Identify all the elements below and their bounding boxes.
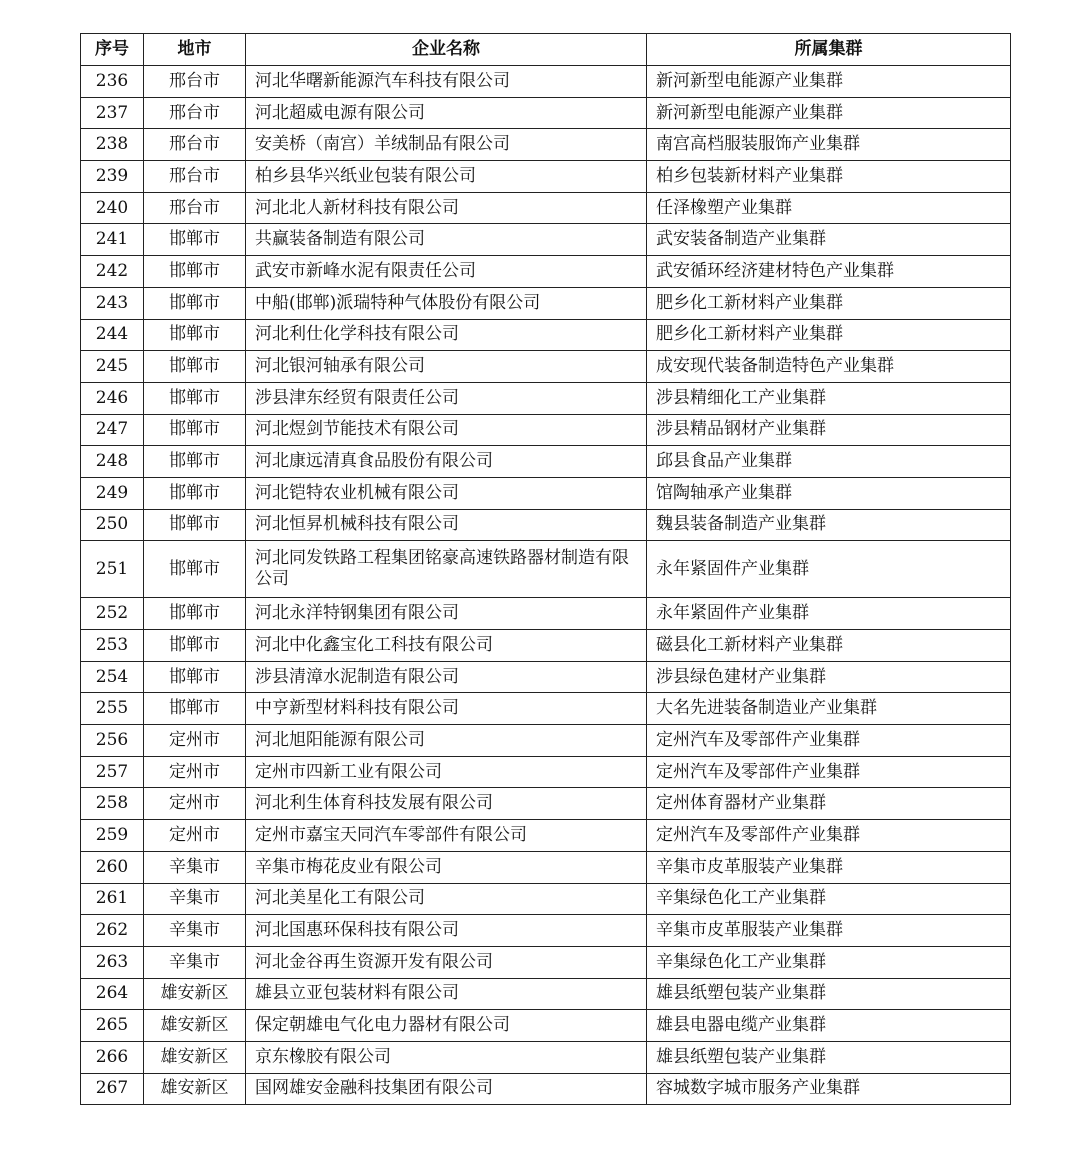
cell-enterprise-name: 河北金谷再生资源开发有限公司 <box>246 946 647 978</box>
cell-enterprise-name: 柏乡县华兴纸业包装有限公司 <box>246 161 647 193</box>
cell-cluster: 武安装备制造产业集群 <box>647 224 1011 256</box>
cell-cluster: 南宫高档服装服饰产业集群 <box>647 129 1011 161</box>
cell-city: 定州市 <box>144 820 246 852</box>
cell-no: 255 <box>81 693 144 725</box>
cell-city: 辛集市 <box>144 851 246 883</box>
cell-cluster: 辛集市皮革服装产业集群 <box>647 851 1011 883</box>
table-row <box>81 414 1011 446</box>
cell-cluster: 容城数字城市服务产业集群 <box>647 1073 1011 1105</box>
cell-no: 256 <box>81 725 144 757</box>
cell-city: 辛集市 <box>144 915 246 947</box>
cell-cluster: 任泽橡塑产业集群 <box>647 192 1011 224</box>
table-body <box>81 66 1011 1105</box>
cell-cluster: 武安循环经济建材特色产业集群 <box>647 256 1011 288</box>
header-city: 地市 <box>144 34 246 66</box>
cell-no: 243 <box>81 287 144 319</box>
cell-city: 辛集市 <box>144 946 246 978</box>
cell-city: 邯郸市 <box>144 256 246 288</box>
cell-no: 254 <box>81 661 144 693</box>
cell-enterprise-name: 河北恒昇机械科技有限公司 <box>246 509 647 541</box>
cell-enterprise-name: 河北永洋特钢集团有限公司 <box>246 598 647 630</box>
table-row <box>81 129 1011 161</box>
header-row <box>81 34 1011 66</box>
table-row <box>81 661 1011 693</box>
cell-cluster: 新河新型电能源产业集群 <box>647 66 1011 98</box>
cell-cluster: 新河新型电能源产业集群 <box>647 97 1011 129</box>
cell-cluster: 辛集市皮革服装产业集群 <box>647 915 1011 947</box>
header-enterprise-name: 企业名称 <box>246 34 647 66</box>
cell-city: 邯郸市 <box>144 446 246 478</box>
table-row <box>81 946 1011 978</box>
table-row <box>81 915 1011 947</box>
cell-cluster: 定州汽车及零部件产业集群 <box>647 820 1011 852</box>
cell-city: 邯郸市 <box>144 351 246 383</box>
cell-cluster: 成安现代装备制造特色产业集群 <box>647 351 1011 383</box>
cell-cluster: 大名先进装备制造业产业集群 <box>647 693 1011 725</box>
cell-cluster: 涉县绿色建材产业集群 <box>647 661 1011 693</box>
cell-enterprise-name: 河北利仕化学科技有限公司 <box>246 319 647 351</box>
cell-enterprise-name: 河北铠特农业机械有限公司 <box>246 477 647 509</box>
cell-no: 259 <box>81 820 144 852</box>
cell-city: 邯郸市 <box>144 598 246 630</box>
cell-city: 邢台市 <box>144 66 246 98</box>
cell-enterprise-name: 共赢装备制造有限公司 <box>246 224 647 256</box>
cell-no: 239 <box>81 161 144 193</box>
cell-city: 邯郸市 <box>144 224 246 256</box>
cell-no: 244 <box>81 319 144 351</box>
cell-city: 邯郸市 <box>144 630 246 662</box>
cell-enterprise-name: 武安市新峰水泥有限责任公司 <box>246 256 647 288</box>
cell-city: 邯郸市 <box>144 414 246 446</box>
table-row <box>81 541 1011 598</box>
cell-no: 264 <box>81 978 144 1010</box>
table-row <box>81 97 1011 129</box>
cell-enterprise-name: 中亨新型材料科技有限公司 <box>246 693 647 725</box>
cell-enterprise-name: 河北中化鑫宝化工科技有限公司 <box>246 630 647 662</box>
cell-enterprise-name: 涉县津东经贸有限责任公司 <box>246 382 647 414</box>
table-row <box>81 256 1011 288</box>
cell-no: 251 <box>81 541 144 598</box>
cell-cluster: 定州汽车及零部件产业集群 <box>647 756 1011 788</box>
cell-enterprise-name: 河北北人新材科技有限公司 <box>246 192 647 224</box>
cell-city: 邯郸市 <box>144 541 246 598</box>
table-row <box>81 1073 1011 1105</box>
table-row <box>81 883 1011 915</box>
cell-city: 邯郸市 <box>144 382 246 414</box>
cell-cluster: 肥乡化工新材料产业集群 <box>647 319 1011 351</box>
cell-cluster: 辛集绿色化工产业集群 <box>647 883 1011 915</box>
table-row <box>81 192 1011 224</box>
table-row <box>81 598 1011 630</box>
cell-city: 邢台市 <box>144 97 246 129</box>
cell-enterprise-name: 京东橡胶有限公司 <box>246 1041 647 1073</box>
cell-enterprise-name: 河北煜剑节能技术有限公司 <box>246 414 647 446</box>
table-row <box>81 319 1011 351</box>
cell-city: 定州市 <box>144 756 246 788</box>
table-row <box>81 509 1011 541</box>
cell-enterprise-name: 辛集市梅花皮业有限公司 <box>246 851 647 883</box>
cell-no: 246 <box>81 382 144 414</box>
cell-no: 248 <box>81 446 144 478</box>
cell-cluster: 魏县装备制造产业集群 <box>647 509 1011 541</box>
cell-city: 邯郸市 <box>144 509 246 541</box>
table-row <box>81 978 1011 1010</box>
cell-no: 261 <box>81 883 144 915</box>
cell-cluster: 雄县纸塑包装产业集群 <box>647 978 1011 1010</box>
table-row <box>81 351 1011 383</box>
header-no: 序号 <box>81 34 144 66</box>
cell-enterprise-name: 河北银河轴承有限公司 <box>246 351 647 383</box>
cell-city: 雄安新区 <box>144 1041 246 1073</box>
cell-city: 邢台市 <box>144 192 246 224</box>
cell-no: 249 <box>81 477 144 509</box>
table-row <box>81 224 1011 256</box>
cell-city: 定州市 <box>144 725 246 757</box>
table-row <box>81 287 1011 319</box>
cell-cluster: 涉县精细化工产业集群 <box>647 382 1011 414</box>
cell-city: 辛集市 <box>144 883 246 915</box>
cell-no: 253 <box>81 630 144 662</box>
cell-enterprise-name: 安美桥（南宫）羊绒制品有限公司 <box>246 129 647 161</box>
cell-enterprise-name: 河北利生体育科技发展有限公司 <box>246 788 647 820</box>
table-row <box>81 382 1011 414</box>
cell-cluster: 邱县食品产业集群 <box>647 446 1011 478</box>
cell-no: 250 <box>81 509 144 541</box>
cell-enterprise-name: 国网雄安金融科技集团有限公司 <box>246 1073 647 1105</box>
cell-enterprise-name: 雄县立亚包装材料有限公司 <box>246 978 647 1010</box>
cell-cluster: 柏乡包装新材料产业集群 <box>647 161 1011 193</box>
cell-city: 邢台市 <box>144 161 246 193</box>
cell-cluster: 涉县精品钢材产业集群 <box>647 414 1011 446</box>
table-row <box>81 693 1011 725</box>
cell-no: 236 <box>81 66 144 98</box>
cell-enterprise-name: 涉县清漳水泥制造有限公司 <box>246 661 647 693</box>
table-row <box>81 630 1011 662</box>
cell-enterprise-name: 河北康远清真食品股份有限公司 <box>246 446 647 478</box>
table-row <box>81 851 1011 883</box>
cell-enterprise-name: 河北国惠环保科技有限公司 <box>246 915 647 947</box>
cell-no: 267 <box>81 1073 144 1105</box>
cell-no: 241 <box>81 224 144 256</box>
cell-no: 242 <box>81 256 144 288</box>
cell-city: 邯郸市 <box>144 693 246 725</box>
cell-no: 260 <box>81 851 144 883</box>
cell-enterprise-name: 保定朝雄电气化电力器材有限公司 <box>246 1010 647 1042</box>
table-row <box>81 161 1011 193</box>
cell-enterprise-name: 河北超威电源有限公司 <box>246 97 647 129</box>
cell-cluster: 定州汽车及零部件产业集群 <box>647 725 1011 757</box>
table-row <box>81 756 1011 788</box>
cell-enterprise-name: 河北同发铁路工程集团铭豪高速铁路器材制造有限公司 <box>246 541 647 598</box>
cell-cluster: 雄县电器电缆产业集群 <box>647 1010 1011 1042</box>
cell-cluster: 磁县化工新材料产业集群 <box>647 630 1011 662</box>
cell-city: 雄安新区 <box>144 1073 246 1105</box>
cell-no: 237 <box>81 97 144 129</box>
cell-city: 邯郸市 <box>144 661 246 693</box>
cell-city: 邯郸市 <box>144 477 246 509</box>
cell-no: 258 <box>81 788 144 820</box>
cell-no: 266 <box>81 1041 144 1073</box>
cell-no: 247 <box>81 414 144 446</box>
cell-city: 邯郸市 <box>144 319 246 351</box>
table-row <box>81 1041 1011 1073</box>
cell-cluster: 永年紧固件产业集群 <box>647 598 1011 630</box>
table-row <box>81 477 1011 509</box>
enterprise-table <box>80 33 1011 1105</box>
cell-no: 262 <box>81 915 144 947</box>
cell-no: 238 <box>81 129 144 161</box>
cell-cluster: 定州体育器材产业集群 <box>647 788 1011 820</box>
table-row <box>81 66 1011 98</box>
table-row <box>81 788 1011 820</box>
cell-no: 245 <box>81 351 144 383</box>
table-row <box>81 1010 1011 1042</box>
table-row <box>81 725 1011 757</box>
cell-city: 定州市 <box>144 788 246 820</box>
cell-no: 252 <box>81 598 144 630</box>
cell-city: 雄安新区 <box>144 1010 246 1042</box>
cell-no: 257 <box>81 756 144 788</box>
cell-no: 263 <box>81 946 144 978</box>
table-row <box>81 820 1011 852</box>
cell-city: 邯郸市 <box>144 287 246 319</box>
cell-enterprise-name: 河北华曙新能源汽车科技有限公司 <box>246 66 647 98</box>
cell-enterprise-name: 河北旭阳能源有限公司 <box>246 725 647 757</box>
cell-no: 265 <box>81 1010 144 1042</box>
header-cluster: 所属集群 <box>647 34 1011 66</box>
cell-enterprise-name: 定州市四新工业有限公司 <box>246 756 647 788</box>
table-row <box>81 446 1011 478</box>
cell-city: 雄安新区 <box>144 978 246 1010</box>
cell-cluster: 雄县纸塑包装产业集群 <box>647 1041 1011 1073</box>
cell-cluster: 馆陶轴承产业集群 <box>647 477 1011 509</box>
table-header <box>81 34 1011 66</box>
cell-enterprise-name: 河北美星化工有限公司 <box>246 883 647 915</box>
cell-enterprise-name: 定州市嘉宝天同汽车零部件有限公司 <box>246 820 647 852</box>
cell-no: 240 <box>81 192 144 224</box>
cell-cluster: 肥乡化工新材料产业集群 <box>647 287 1011 319</box>
cell-cluster: 辛集绿色化工产业集群 <box>647 946 1011 978</box>
cell-enterprise-name: 中船(邯郸)派瑞特种气体股份有限公司 <box>246 287 647 319</box>
cell-city: 邢台市 <box>144 129 246 161</box>
cell-cluster: 永年紧固件产业集群 <box>647 541 1011 598</box>
